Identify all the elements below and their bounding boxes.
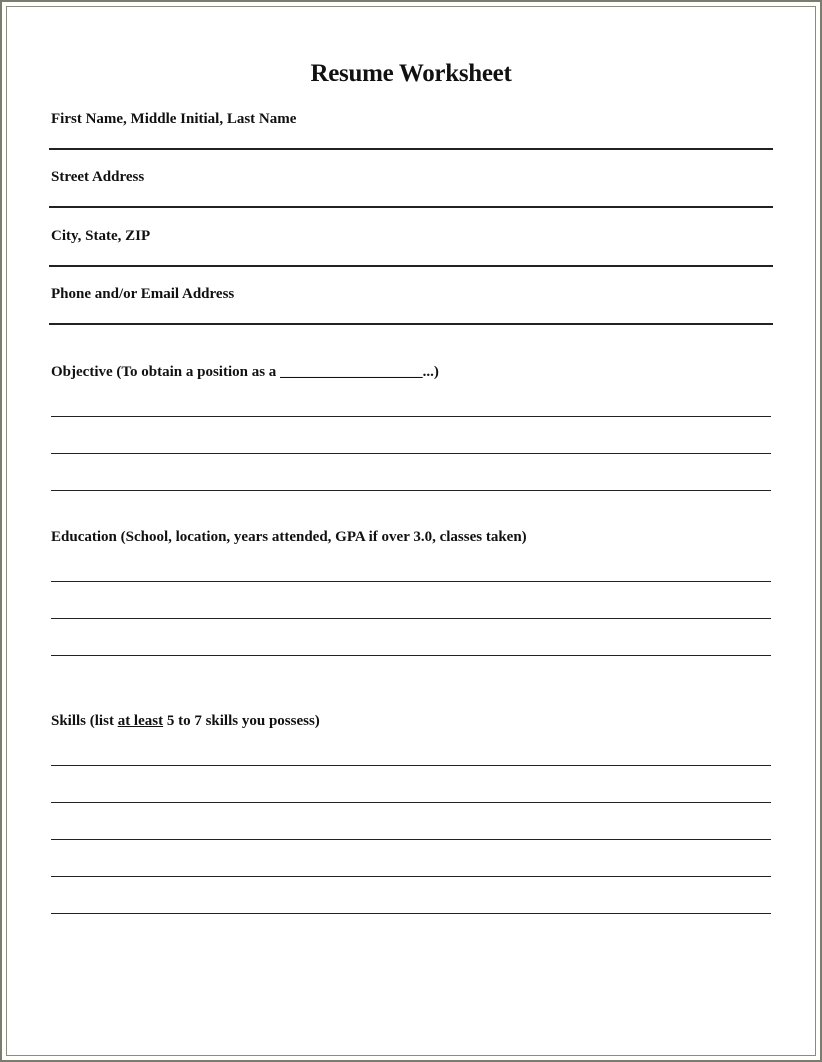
- education-line-1[interactable]: [51, 581, 771, 582]
- objective-label-prefix: Objective (To obtain a position as a: [51, 364, 281, 380]
- objective-label-suffix: ...): [422, 364, 439, 380]
- skills-label-prefix: Skills (list: [51, 713, 118, 729]
- field-label-city-state-zip: City, State, ZIP: [51, 228, 151, 244]
- skills-line-1[interactable]: [51, 765, 771, 766]
- section-label-education: Education (School, location, years attended, GPA if over 3.0, classes taken): [51, 529, 527, 545]
- skills-line-5[interactable]: [51, 913, 771, 914]
- education-line-2[interactable]: [51, 618, 771, 619]
- education-line-3[interactable]: [51, 655, 771, 656]
- skills-label-suffix: 5 to 7 skills you possess): [163, 713, 320, 729]
- skills-line-4[interactable]: [51, 876, 771, 877]
- page-title: Resume Worksheet: [310, 60, 512, 87]
- objective-position-blank[interactable]: ___________________: [280, 364, 423, 380]
- section-label-skills: [51, 713, 320, 730]
- field-label-phone-email: Phone and/or Email Address: [51, 286, 235, 302]
- skills-label-emphasis: at least: [117, 713, 164, 729]
- section-label-objective: [51, 364, 439, 381]
- objective-line-3[interactable]: [51, 490, 771, 491]
- field-label-street: Street Address: [51, 169, 145, 185]
- objective-line-2[interactable]: [51, 453, 771, 454]
- field-line-phone-email[interactable]: [49, 323, 773, 325]
- objective-line-1[interactable]: [51, 416, 771, 417]
- field-line-city-state-zip[interactable]: [49, 265, 773, 267]
- field-label-name: First Name, Middle Initial, Last Name: [51, 111, 297, 127]
- field-line-name[interactable]: [49, 148, 773, 150]
- field-line-street[interactable]: [49, 206, 773, 208]
- skills-line-2[interactable]: [51, 802, 771, 803]
- skills-line-3[interactable]: [51, 839, 771, 840]
